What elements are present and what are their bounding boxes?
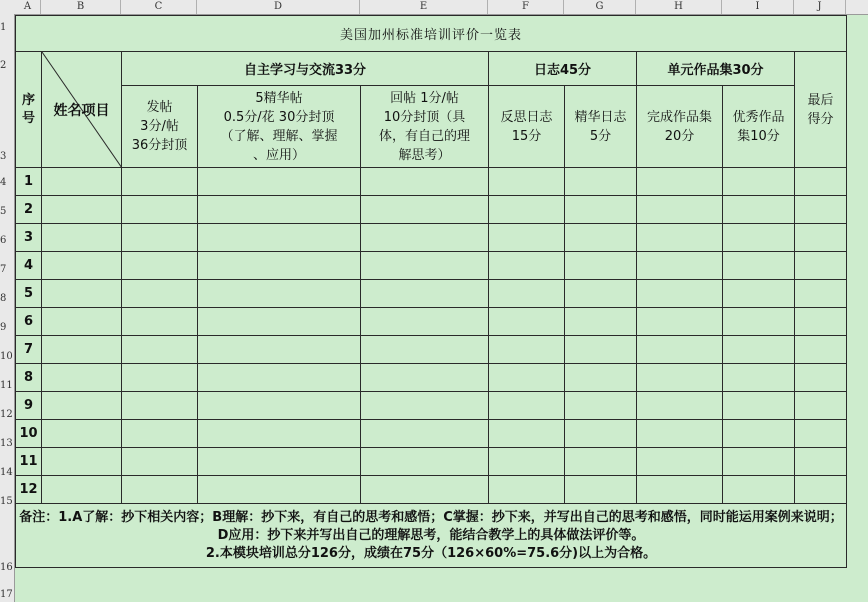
- data-cell[interactable]: [723, 308, 795, 336]
- row-header[interactable]: 13: [0, 438, 13, 449]
- data-cell[interactable]: [122, 196, 198, 224]
- data-cell[interactable]: [361, 168, 489, 196]
- data-cell[interactable]: [795, 448, 847, 476]
- data-cell[interactable]: [361, 252, 489, 280]
- column-header-i[interactable]: I: [722, 0, 794, 14]
- data-cell[interactable]: [198, 364, 361, 392]
- column-header-c[interactable]: C: [121, 0, 197, 14]
- data-cell[interactable]: [361, 336, 489, 364]
- column-header-b[interactable]: B: [41, 0, 121, 14]
- data-cell[interactable]: [565, 168, 637, 196]
- data-cell[interactable]: [723, 168, 795, 196]
- row-number-cell[interactable]: 2: [16, 196, 42, 224]
- data-cell[interactable]: [795, 196, 847, 224]
- data-cell[interactable]: [795, 224, 847, 252]
- row-header[interactable]: 1: [0, 22, 7, 33]
- data-cell[interactable]: [122, 168, 198, 196]
- reflection-journal-header[interactable]: 反思日志 15分: [489, 86, 565, 168]
- excellent-works-header[interactable]: 优秀作品 集10分: [723, 86, 795, 168]
- data-cell[interactable]: [42, 448, 122, 476]
- data-cell[interactable]: [42, 168, 122, 196]
- unit-works-group-header[interactable]: 单元作品集30分: [637, 52, 795, 86]
- data-cell[interactable]: [565, 280, 637, 308]
- row-number-cell[interactable]: 6: [16, 308, 42, 336]
- data-cell[interactable]: [198, 168, 361, 196]
- data-cell[interactable]: [637, 336, 723, 364]
- data-cell[interactable]: [42, 420, 122, 448]
- data-cell[interactable]: [637, 392, 723, 420]
- data-cell[interactable]: [489, 168, 565, 196]
- data-cell[interactable]: [637, 420, 723, 448]
- data-cell[interactable]: [361, 476, 489, 504]
- table-row: [16, 196, 847, 224]
- name-item-header-text: 姓名项目: [53, 102, 110, 119]
- data-cell[interactable]: [361, 392, 489, 420]
- data-cell[interactable]: [489, 392, 565, 420]
- name-item-header[interactable]: [42, 52, 122, 168]
- data-cell[interactable]: [198, 280, 361, 308]
- data-cell[interactable]: [637, 280, 723, 308]
- data-cell[interactable]: [637, 448, 723, 476]
- row-number-cell[interactable]: 7: [16, 336, 42, 364]
- table-row: [16, 476, 847, 504]
- table-row: [16, 420, 847, 448]
- data-cell[interactable]: [637, 196, 723, 224]
- data-cell[interactable]: [637, 364, 723, 392]
- table-row: [16, 308, 847, 336]
- data-cell[interactable]: [122, 476, 198, 504]
- table-row: [16, 364, 847, 392]
- column-header-a[interactable]: A: [15, 0, 41, 14]
- column-header-h[interactable]: H: [636, 0, 722, 14]
- data-cell[interactable]: [795, 420, 847, 448]
- data-cell[interactable]: [361, 224, 489, 252]
- column-header-e[interactable]: E: [360, 0, 488, 14]
- row-number-cell[interactable]: 9: [16, 392, 42, 420]
- data-cell[interactable]: [361, 448, 489, 476]
- data-cell[interactable]: [637, 224, 723, 252]
- row-header[interactable]: 2: [0, 60, 7, 71]
- data-cell[interactable]: [42, 308, 122, 336]
- data-cell[interactable]: [122, 364, 198, 392]
- table-row: [16, 168, 847, 196]
- data-cell[interactable]: [198, 336, 361, 364]
- data-cell[interactable]: [565, 336, 637, 364]
- row-header[interactable]: 10: [0, 351, 13, 362]
- data-cell[interactable]: [723, 280, 795, 308]
- self-study-group-header[interactable]: 自主学习与交流33分: [122, 52, 489, 86]
- data-cell[interactable]: [198, 448, 361, 476]
- table-row: [16, 448, 847, 476]
- data-cell[interactable]: [723, 392, 795, 420]
- data-cell[interactable]: [637, 476, 723, 504]
- data-cell[interactable]: [723, 476, 795, 504]
- row-number-cell[interactable]: 12: [16, 476, 42, 504]
- spreadsheet: [15, 15, 847, 568]
- data-cell[interactable]: [198, 392, 361, 420]
- row-header[interactable]: 17: [0, 589, 13, 600]
- data-cell[interactable]: [489, 364, 565, 392]
- row-header-bar: [0, 14, 15, 602]
- notes-cell[interactable]: 备注：1.A了解：抄下相关内容；B理解：抄下来，有自己的思考和感悟；C掌握：抄下来，并写出自己的思考和感悟，同时能运用案例来说明；D应用：抄下来并写出自己的理解思考，能结合教学上的具体做法评价等。 2.本模块培训总分126分，成绩在75分（126×60%=75.6分)以上为合格。: [16, 504, 847, 568]
- row-number-cell[interactable]: 1: [16, 168, 42, 196]
- seq-header-text: 序号: [21, 92, 35, 126]
- data-cell[interactable]: [198, 308, 361, 336]
- journal-group-header[interactable]: 日志45分: [489, 52, 637, 86]
- data-cell[interactable]: [42, 336, 122, 364]
- row-header[interactable]: 12: [0, 409, 13, 420]
- row-number-cell[interactable]: 11: [16, 448, 42, 476]
- final-score-header[interactable]: [795, 52, 847, 168]
- data-cell[interactable]: [565, 196, 637, 224]
- row-number-cell[interactable]: 3: [16, 224, 42, 252]
- row-header[interactable]: 3: [0, 151, 7, 162]
- data-cell[interactable]: [42, 224, 122, 252]
- table-row: [16, 280, 847, 308]
- data-cell[interactable]: [723, 196, 795, 224]
- data-cell[interactable]: [489, 308, 565, 336]
- data-cell[interactable]: [198, 420, 361, 448]
- data-cell[interactable]: [122, 252, 198, 280]
- reply-header[interactable]: 回帖 1分/帖 10分封顶（具 体，有自己的理 解思考）: [361, 86, 489, 168]
- row-number-cell[interactable]: 8: [16, 364, 42, 392]
- data-cell[interactable]: [42, 196, 122, 224]
- row-header[interactable]: 4: [0, 177, 7, 188]
- data-cell[interactable]: [723, 336, 795, 364]
- data-cell[interactable]: [637, 308, 723, 336]
- data-cell[interactable]: [42, 392, 122, 420]
- data-cell[interactable]: [489, 196, 565, 224]
- data-cell[interactable]: [361, 280, 489, 308]
- data-cell[interactable]: [795, 308, 847, 336]
- evaluation-table: [15, 15, 847, 568]
- data-cell[interactable]: [723, 364, 795, 392]
- data-cell[interactable]: [489, 448, 565, 476]
- row-header[interactable]: 8: [0, 293, 7, 304]
- data-cell[interactable]: [122, 280, 198, 308]
- data-cell[interactable]: [198, 224, 361, 252]
- data-cell[interactable]: [565, 364, 637, 392]
- data-cell[interactable]: [565, 224, 637, 252]
- row-header[interactable]: 6: [0, 235, 7, 246]
- data-cell[interactable]: [723, 252, 795, 280]
- data-cell[interactable]: [122, 336, 198, 364]
- data-rows: [16, 168, 847, 504]
- column-header-g[interactable]: G: [564, 0, 636, 14]
- data-cell[interactable]: [361, 308, 489, 336]
- data-cell[interactable]: [637, 168, 723, 196]
- data-cell[interactable]: [795, 364, 847, 392]
- data-cell[interactable]: [122, 224, 198, 252]
- data-cell[interactable]: [795, 252, 847, 280]
- data-cell[interactable]: [637, 252, 723, 280]
- data-cell[interactable]: [795, 336, 847, 364]
- essence-journal-header[interactable]: 精华日志 5分: [565, 86, 637, 168]
- data-cell[interactable]: [198, 476, 361, 504]
- data-cell[interactable]: [122, 420, 198, 448]
- row-header[interactable]: 5: [0, 206, 7, 217]
- data-cell[interactable]: [565, 476, 637, 504]
- data-cell[interactable]: [723, 224, 795, 252]
- column-header-d[interactable]: D: [197, 0, 360, 14]
- column-header-j[interactable]: J: [794, 0, 846, 14]
- data-cell[interactable]: [489, 280, 565, 308]
- table-row: [16, 224, 847, 252]
- data-cell[interactable]: [42, 280, 122, 308]
- row-header[interactable]: 15: [0, 496, 13, 507]
- data-cell[interactable]: [795, 476, 847, 504]
- data-cell[interactable]: [42, 252, 122, 280]
- seq-header[interactable]: [16, 52, 42, 168]
- row-header[interactable]: 9: [0, 322, 7, 333]
- row-header[interactable]: 16: [0, 562, 13, 573]
- row-number-cell[interactable]: 4: [16, 252, 42, 280]
- data-cell[interactable]: [489, 224, 565, 252]
- table-row: [16, 252, 847, 280]
- table-row: [16, 392, 847, 420]
- data-cell[interactable]: [723, 420, 795, 448]
- data-cell[interactable]: [565, 392, 637, 420]
- essence-post-header[interactable]: 5精华帖 0.5分/花 30分封顶 （了解、理解、掌握 、应用）: [198, 86, 361, 168]
- data-cell[interactable]: [795, 280, 847, 308]
- data-cell[interactable]: [565, 448, 637, 476]
- data-cell[interactable]: [795, 168, 847, 196]
- column-header-bar: [0, 0, 868, 15]
- data-cell[interactable]: [723, 448, 795, 476]
- data-cell[interactable]: [42, 476, 122, 504]
- data-cell[interactable]: [565, 308, 637, 336]
- data-cell[interactable]: [361, 420, 489, 448]
- data-cell[interactable]: [361, 364, 489, 392]
- data-cell[interactable]: [795, 392, 847, 420]
- data-cell[interactable]: [489, 476, 565, 504]
- table-row: [16, 336, 847, 364]
- column-header-f[interactable]: F: [488, 0, 564, 14]
- row-number-cell[interactable]: 10: [16, 420, 42, 448]
- data-cell[interactable]: [489, 336, 565, 364]
- row-number-cell[interactable]: 5: [16, 280, 42, 308]
- data-cell[interactable]: [122, 308, 198, 336]
- final-score-text: 最后得分: [807, 92, 834, 127]
- data-cell[interactable]: [361, 196, 489, 224]
- data-cell[interactable]: [42, 364, 122, 392]
- data-cell[interactable]: [489, 420, 565, 448]
- data-cell[interactable]: [489, 252, 565, 280]
- data-cell[interactable]: [565, 420, 637, 448]
- table-title[interactable]: 美国加州标准培训评价一览表: [16, 16, 847, 52]
- row-header[interactable]: 14: [0, 467, 13, 478]
- complete-works-header[interactable]: 完成作品集 20分: [637, 86, 723, 168]
- row-header[interactable]: 11: [0, 380, 13, 391]
- row-header[interactable]: 7: [0, 264, 7, 275]
- data-cell[interactable]: [122, 392, 198, 420]
- data-cell[interactable]: [122, 448, 198, 476]
- data-cell[interactable]: [198, 252, 361, 280]
- data-cell[interactable]: [565, 252, 637, 280]
- data-cell[interactable]: [198, 196, 361, 224]
- post-header[interactable]: 发帖 3分/帖 36分封顶: [122, 86, 198, 168]
